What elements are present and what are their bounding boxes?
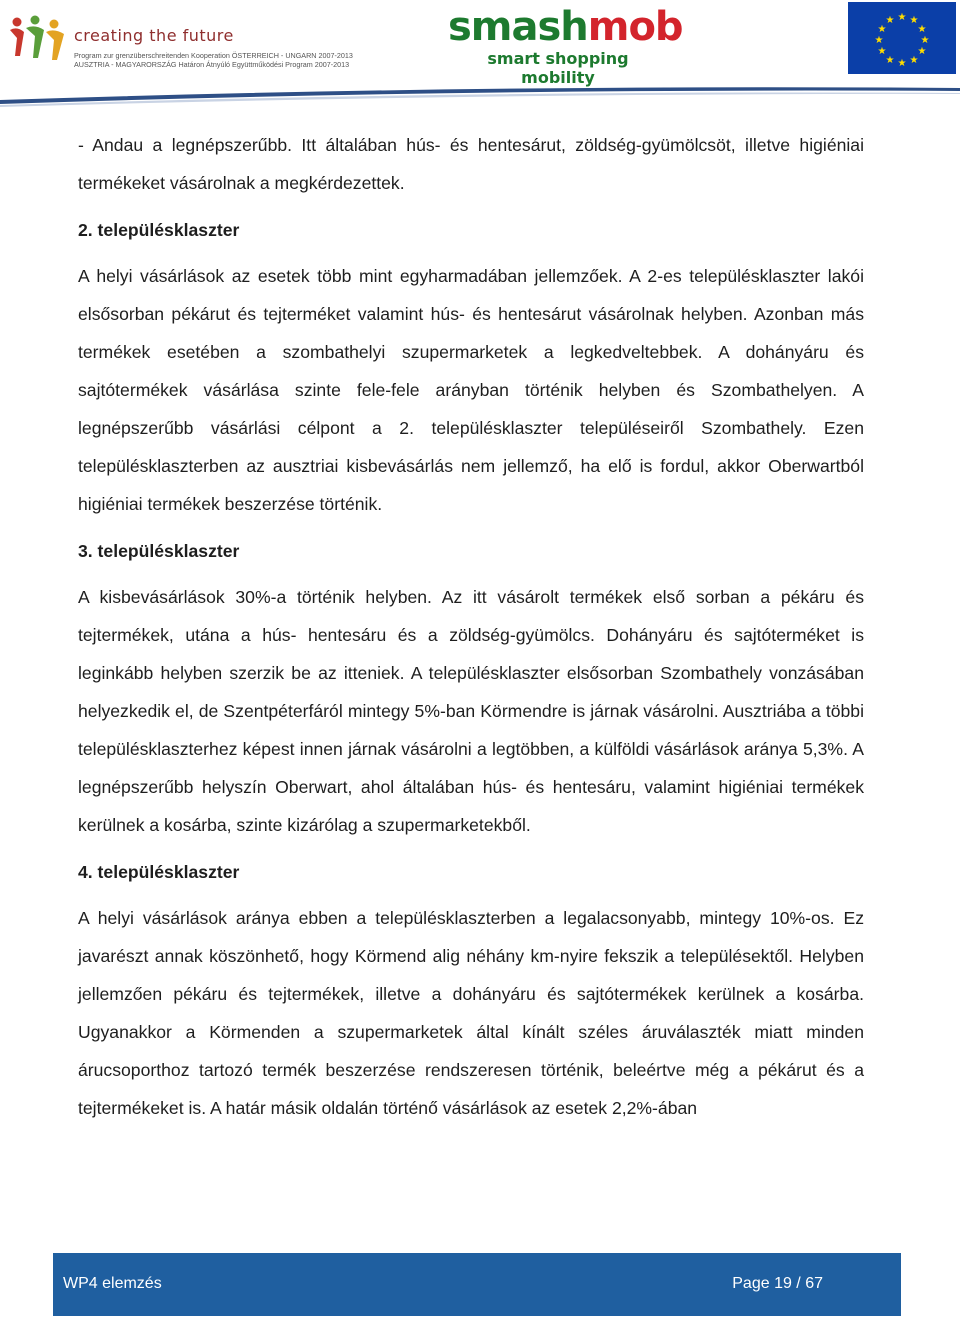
smashmob-tagline: smart shopping mobility: [487, 49, 629, 87]
svg-text:★: ★: [917, 24, 927, 35]
smashmob-wordmark: [448, 4, 683, 50]
eu-flag-icon: [848, 2, 956, 74]
heading-cluster-2: 2. településklaszter: [78, 220, 240, 240]
svg-text:★: ★: [917, 46, 927, 57]
svg-text:★: ★: [920, 35, 930, 46]
paragraph-andau: - Andau a legnépszerűbb. Itt általában hús- és hentesárut, zöldség-gyümölcsöt, illetve higiéniai termékeket vásárolnak a megkérdezettek.: [78, 135, 864, 193]
svg-text:★: ★: [877, 46, 887, 57]
smashmob-word-part2: mob: [587, 4, 683, 50]
heading-cluster-4: 4. településklaszter: [78, 862, 240, 882]
creating-the-future-logo: [8, 12, 353, 72]
svg-text:★: ★: [885, 15, 895, 26]
svg-text:★: ★: [877, 24, 887, 35]
document-body: [78, 126, 864, 1127]
footer-page-number: Page 19 / 67: [732, 1275, 823, 1292]
ctf-title: creating the future: [74, 26, 234, 45]
ctf-program-line-de: Program zur grenzüberschreitenden Kooperation ÖSTERREICH - UNGARN 2007-2013: [74, 51, 353, 60]
ctf-program-line-hu: AUSZTRIA - MAGYARORSZÁG Határon Átnyúló Együttműködési Program 2007-2013: [74, 60, 350, 69]
header-decorative-swoosh: [0, 78, 960, 108]
paragraph-cluster-2: A helyi vásárlások az esetek több mint egyharmadában jellemzőek. A 2-es településklaszter lakói elsősorban pékárut és tejterméket valamint hús- és hentesárut vásárolnak helyben. Azonban más termékek esetében a szombathelyi szupermarketek a legkedveltebbek. A dohányáru és sajtótermékek vásárlása szinte fele-fele arányban történik helyben és Szombathelyen. A legnépszerűbb vásárlási célpont a 2. településklaszter településeiről Szombathely. Ezen településklaszterben az ausztriai kisbevásárlás nem jellemző, ha elő is fordul, akkor Oberwartból higiéniai termékek beszerzése történik.: [78, 266, 864, 514]
svg-text:★: ★: [909, 15, 919, 26]
page-header: [0, 0, 960, 110]
svg-text:★: ★: [897, 12, 907, 23]
paragraph-cluster-4: A helyi vásárlások aránya ebben a településklaszterben a legalacsonyabb, mintegy 10%-os. Ez javarészt annak köszönhető, hogy Körmend alig néhány km-nyire fekszik a településektől. Helyben jellemzően pékáru és tejtermékek, illetve a dohányáru és sajtótermékek kerülnek a kosárba. Ugyanakkor a Körmenden a szupermarketek által kínált széles áruválaszték miatt minden árucsoporthoz tartozó termék beszerzése rendszeresen történik, beleértve még a pékárut és a tejtermékeket is. A határ másik oldalán történő vásárlások az esetek 2,2%-ában: [78, 908, 864, 1118]
paragraph-cluster-3: A kisbevásárlások 30%-a történik helyben. Az itt vásárolt termékek első sorban a pékáru és tejtermékek, utána a hús- hentesáru és a zöldség-gyümölcs. Dohányáru és sajtóterméket is leginkább helyben szerzik be az itteniek. A településklaszter elsősorban Szombathely vonzásában helyezkedik el, de Szentpéterfáról mintegy 5%-ban Körmendre is járnak vásárolni. Ausztriába a többi településklaszterhez képest innen járnak vásárolni a legtöbben, a külföldi vásárlások aránya 5,3%. A legnépszerűbb helyszín Oberwart, ahol általában hús- és hentesáru, valamint higiéniai termékek kerülnek a kosárba, szinte kizárólag a szupermarketekből.: [78, 587, 864, 835]
smashmob-word-part1: smash: [448, 4, 588, 50]
footer-document-label: WP4 elemzés: [63, 1275, 162, 1292]
page-footer: [53, 1253, 901, 1316]
svg-text:★: ★: [897, 58, 907, 69]
heading-cluster-3: 3. településklaszter: [78, 541, 240, 561]
svg-text:★: ★: [874, 35, 884, 46]
smashmob-logo: [448, 4, 683, 87]
svg-text:★: ★: [885, 55, 895, 66]
svg-text:★: ★: [909, 55, 919, 66]
people-figures-icon: [8, 14, 70, 64]
